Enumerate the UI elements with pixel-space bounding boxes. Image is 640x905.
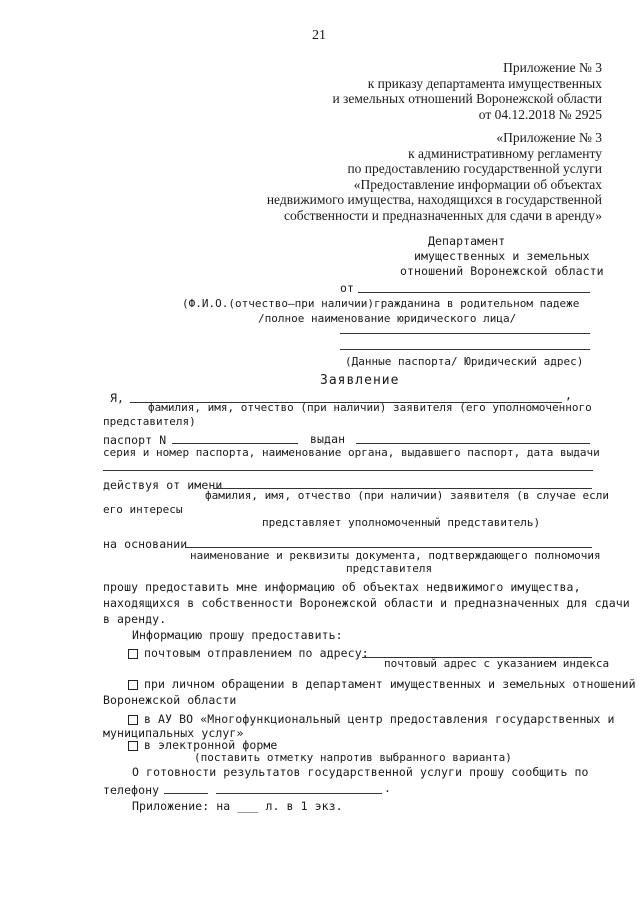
appendix-order-line: к приказу департамента имущественных: [367, 75, 602, 91]
from-label: от: [340, 281, 355, 295]
from-fio-line[interactable]: [358, 292, 590, 293]
recipient-line: Департамент: [428, 234, 506, 248]
passport-hint: серия и номер паспорта, наименование органа, выдавшего паспорт, дата выдачи: [103, 446, 600, 459]
acting-hint: его интересы: [103, 503, 183, 516]
passport-extra-line[interactable]: [103, 470, 593, 471]
basis-label: на основании: [103, 537, 188, 551]
appendix-regulation-line: «Предоставление информации об объектах: [353, 176, 602, 192]
attachment-text: Приложение: на ___ л. в 1 экз.: [132, 799, 343, 813]
acting-hint: фамилия, имя, отчество (при наличии) заявителя (в случае если: [205, 489, 609, 502]
ya-label: Я,: [110, 391, 125, 405]
recipient-line: имущественных и земельных: [414, 249, 590, 263]
option-mfc-label: в АУ ВО «Многофункциональный центр предоставления государственных и: [144, 712, 615, 726]
phone-number-line[interactable]: [216, 793, 382, 794]
option-mail[interactable]: [128, 646, 369, 660]
acting-hint: представляет уполномоченный представитель): [262, 516, 541, 529]
passport-label: паспорт N: [103, 433, 167, 447]
applicant-fio-hint: фамилия, имя, отчество (при наличии) заявителя (его уполномоченного: [148, 401, 592, 414]
appendix-regulation-line: недвижимого имущества, находящихся в государственной: [266, 192, 602, 207]
option-mail-label: почтовым отправлением по адресу:: [144, 646, 369, 660]
appendix-regulation-line: собственности и предназначенных для сдачи в аренду»: [283, 207, 602, 223]
request-text: прошу предоставить мне информацию об объектах недвижимого имущества,: [103, 580, 581, 594]
appendix-regulation-line: к административному регламенту: [408, 145, 602, 161]
period: .: [384, 781, 392, 795]
applicant-fio-hint: представителя): [103, 415, 196, 428]
request-text: находящихся в собственности Воронежской области и предназначенных для сдачи: [103, 596, 630, 610]
readiness-text: О готовности результатов государственной услуги прошу сообщить по: [132, 765, 589, 779]
fio-hint: (Ф.И.О.(отчество–при наличии)гражданина в родительном падеже: [182, 297, 580, 310]
appendix-order-block: [332, 60, 602, 122]
mail-hint: почтовый адрес с указанием индекса: [384, 657, 610, 670]
checkbox-mail-icon[interactable]: [128, 649, 138, 659]
passport-address-hint: (Данные паспорта/ Юридический адрес): [345, 355, 584, 368]
request-text: в аренду.: [103, 612, 167, 626]
appendix-order-line: Приложение № 3: [503, 60, 602, 75]
provide-label: Информацию прошу предоставить:: [132, 628, 343, 642]
option-mfc-cont: муниципальных услуг»: [103, 726, 244, 740]
passport-data-line-1[interactable]: [340, 333, 590, 334]
basis-hint: наименование и реквизиты документа, подтверждающего полномочия: [190, 549, 601, 562]
document-title: Заявление: [320, 373, 400, 388]
issued-by-line[interactable]: [356, 443, 590, 444]
comma: ,: [565, 388, 573, 402]
acting-label: действуя от имени: [103, 478, 223, 492]
passport-number-line[interactable]: [172, 443, 298, 444]
option-mfc[interactable]: [128, 712, 615, 726]
option-personal[interactable]: [128, 677, 636, 691]
phone-code-line[interactable]: [164, 793, 208, 794]
recipient-line: отношений Воронежской области: [400, 264, 604, 278]
org-hint: /полное наименование юридического лица/: [258, 312, 517, 325]
basis-line[interactable]: [186, 547, 592, 548]
issued-label: выдан: [310, 432, 346, 446]
appendix-regulation-line: «Приложение № 3: [496, 130, 602, 145]
checkbox-personal-icon[interactable]: [128, 680, 138, 690]
appendix-order-date: от 04.12.2018 № 2925: [478, 106, 602, 122]
basis-hint: представителя: [346, 562, 433, 575]
checkbox-mfc-icon[interactable]: [128, 715, 138, 725]
appendix-regulation-line: по предоставлению государственной услуги: [347, 161, 602, 176]
option-electronic[interactable]: [128, 738, 277, 752]
option-hint: (поставить отметку напротив выбранного варианта): [194, 751, 512, 764]
page-number: 21: [312, 28, 326, 43]
appendix-order-line: и земельных отношений Воронежской области: [332, 91, 602, 106]
phone-label: телефону: [103, 783, 160, 797]
passport-data-line-2[interactable]: [340, 349, 590, 350]
option-electronic-label: в электронной форме: [144, 738, 278, 752]
option-personal-label: при личном обращении в департамент имущественных и земельных отношений: [144, 677, 636, 691]
option-personal-cont: Воронежской области: [103, 693, 237, 707]
appendix-regulation-block: [267, 130, 602, 223]
checkbox-electronic-icon[interactable]: [128, 741, 138, 751]
